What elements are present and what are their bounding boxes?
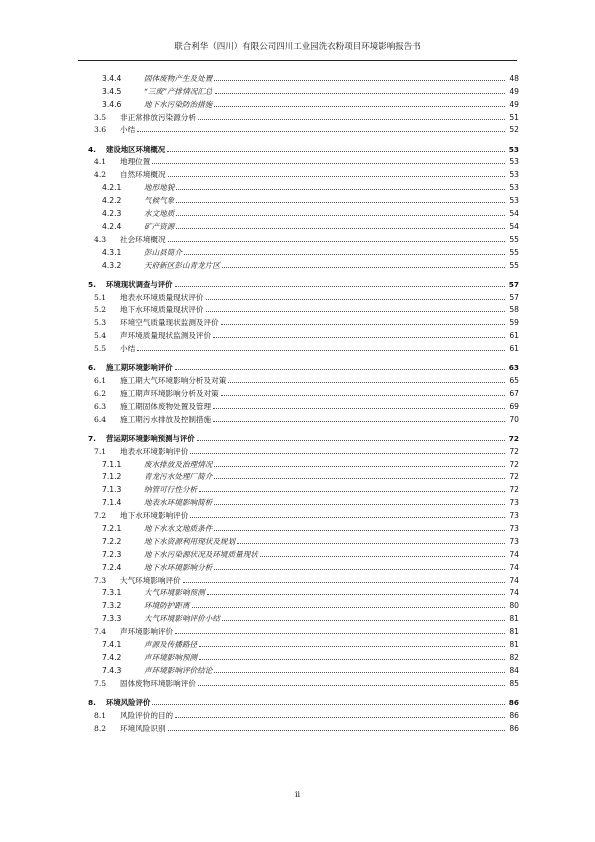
toc-entry-title: 地下水污染源状况及环境质量现状 xyxy=(144,549,258,559)
toc-entry[interactable] xyxy=(86,411,519,424)
toc-entry-title: 地下水水文地质条件 xyxy=(144,524,213,534)
toc-dot-leader xyxy=(168,176,505,177)
toc-entry-page: 74 xyxy=(509,549,519,559)
toc-entry-number: 5. xyxy=(88,279,96,289)
toc-entry-title: 天府新区彭山青龙片区 xyxy=(144,260,220,270)
toc-entry-title: 环境风险评价 xyxy=(106,697,151,707)
toc-entry-title: 废水排放及治理情况 xyxy=(144,459,213,469)
toc-entry[interactable] xyxy=(86,520,519,533)
toc-entry-number: 5.5 xyxy=(94,344,107,354)
toc-entry[interactable] xyxy=(86,327,519,340)
toc-entry-page: 80 xyxy=(509,601,519,611)
toc-entry-title: 水文地质 xyxy=(144,208,175,218)
toc-entry[interactable] xyxy=(86,179,519,192)
toc-entry-number: 7.1.1 xyxy=(102,459,122,469)
toc-entry-page: 69 xyxy=(509,401,519,411)
toc-entry[interactable] xyxy=(86,218,519,231)
toc-dot-leader xyxy=(199,646,505,647)
toc-dot-leader xyxy=(206,299,505,300)
toc-entry-number: 7.3.3 xyxy=(102,614,122,624)
toc-entry-page: 73 xyxy=(509,511,519,521)
toc-dot-leader xyxy=(214,530,505,531)
toc-entry-title: 小结 xyxy=(120,344,136,354)
toc-entry-title: 施工期污水排放及控制措施 xyxy=(120,414,212,424)
toc-entry-number: 7.2.1 xyxy=(102,524,122,534)
toc-entry-number: 3.5 xyxy=(94,112,107,122)
toc-entry-page: 73 xyxy=(509,524,519,534)
toc-entry-page: 67 xyxy=(509,388,519,398)
toc-entry-page: 61 xyxy=(509,331,519,341)
toc-entry-number: 7.2.4 xyxy=(102,562,122,572)
toc-entry[interactable] xyxy=(86,340,519,353)
toc-entry-title: 环境现状调查与评价 xyxy=(106,279,173,289)
toc-entry-page: 53 xyxy=(508,144,519,154)
toc-dot-leader xyxy=(183,582,505,583)
toc-entry-number: 7. xyxy=(88,433,96,443)
toc-entry-number: 5.1 xyxy=(94,292,107,302)
toc-entry[interactable] xyxy=(86,533,519,546)
toc-entry-title: 施工期固体废物处置及管理 xyxy=(120,401,212,411)
toc-entry-title: 固体废物产生及处置 xyxy=(144,73,213,83)
toc-entry-number: 4.3.1 xyxy=(102,247,122,257)
toc-entry[interactable] xyxy=(86,141,519,154)
toc-entry[interactable] xyxy=(86,494,519,507)
toc-entry-page: 48 xyxy=(509,73,519,83)
toc-entry[interactable] xyxy=(86,636,519,649)
toc-entry-title: 环境空气质量现状监测及评价 xyxy=(120,318,219,328)
toc-entry-page: 72 xyxy=(509,472,519,482)
toc-entry[interactable] xyxy=(86,302,519,315)
toc-entry-title: 声环境质量现状监测及评价 xyxy=(120,331,212,341)
toc-entry-title: 建设地区环境概况 xyxy=(106,144,166,154)
toc-dot-leader xyxy=(184,254,505,255)
toc-entry-page: 74 xyxy=(509,562,519,572)
toc-entry-number: 7.1 xyxy=(94,446,107,456)
toc-entry[interactable] xyxy=(86,649,519,662)
toc-entry-number: 7.4.1 xyxy=(102,640,122,650)
toc-entry-page: 72 xyxy=(509,485,519,495)
toc-entry-page: 54 xyxy=(509,221,519,231)
toc-entry[interactable] xyxy=(86,192,519,205)
toc-entry[interactable] xyxy=(86,257,519,270)
toc-dot-leader xyxy=(222,620,505,621)
toc-entry-number: 4. xyxy=(88,144,96,154)
toc-dot-leader xyxy=(214,80,505,81)
toc-entry-number: 7.3.1 xyxy=(102,588,122,598)
toc-entry-number: 7.2.2 xyxy=(102,536,122,546)
toc-dot-leader xyxy=(199,659,505,660)
toc-dot-leader xyxy=(198,685,505,686)
toc-entry-number: 3.4.6 xyxy=(102,99,122,109)
toc-entry[interactable] xyxy=(86,289,519,302)
toc-entry-title: 社会环境概况 xyxy=(120,234,166,244)
toc-dot-leader xyxy=(228,382,505,383)
toc-entry[interactable] xyxy=(86,546,519,559)
toc-dot-leader xyxy=(214,569,505,570)
toc-entry-title: 地形地貌 xyxy=(144,183,175,193)
toc-entry-title: “三废”产排情况汇总 xyxy=(144,86,213,96)
toc-entry-number: 5.2 xyxy=(94,305,107,315)
toc-entry[interactable] xyxy=(86,166,519,179)
toc-entry-title: 地表水环境影响评价 xyxy=(120,446,189,456)
toc-entry-page: 55 xyxy=(509,247,519,257)
toc-entry-number: 6.2 xyxy=(94,388,107,398)
toc-entry-number: 5.4 xyxy=(94,331,107,341)
toc-entry-number: 3.6 xyxy=(94,125,107,135)
toc-entry-title: 大气环境影响评价小结 xyxy=(144,614,220,624)
toc-entry-number: 8.2 xyxy=(94,723,107,733)
toc-entry-title: 环境风险识别 xyxy=(120,723,166,733)
toc-entry-number: 4.2.3 xyxy=(102,208,122,218)
toc-entry-title: 风险评价的目的 xyxy=(120,710,174,720)
toc-entry[interactable] xyxy=(86,597,519,610)
toc-entry-title: 小结 xyxy=(120,125,136,135)
toc-dot-leader xyxy=(214,478,505,479)
toc-dot-leader xyxy=(206,311,505,312)
toc-dot-leader xyxy=(152,163,505,164)
toc-entry[interactable] xyxy=(86,430,519,443)
toc-dot-leader xyxy=(213,337,505,338)
toc-entry-title: 大气环境影响评价 xyxy=(120,575,181,585)
toc-entry-page: 53 xyxy=(509,183,519,193)
toc-dot-leader xyxy=(222,267,505,268)
toc-entry-title: 营运期环境影响预测与评价 xyxy=(106,433,195,443)
toc-entry[interactable] xyxy=(86,610,519,623)
toc-entry[interactable] xyxy=(86,205,519,218)
toc-entry-title: 地表水环境质量现状评价 xyxy=(120,292,204,302)
toc-dot-leader xyxy=(221,324,505,325)
toc-entry-page: 81 xyxy=(509,627,519,637)
toc-dot-leader xyxy=(190,453,505,454)
toc-dot-leader xyxy=(213,421,505,422)
toc-entry-page: 86 xyxy=(509,710,519,720)
toc-entry-page: 49 xyxy=(509,99,519,109)
header-title: 联合利华（四川）有限公司四川工业园洗衣粉项目环境影响报告书 xyxy=(174,42,421,52)
toc-entry-page: 61 xyxy=(509,344,519,354)
toc-dot-leader xyxy=(168,241,505,242)
page-footer xyxy=(0,790,595,799)
toc-entry-number: 7.4.3 xyxy=(102,665,122,675)
toc-entry-page: 59 xyxy=(509,318,519,328)
toc-dot-leader xyxy=(214,504,505,505)
toc-entry-page: 73 xyxy=(509,536,519,546)
toc-entry[interactable] xyxy=(86,372,519,385)
toc-entry[interactable] xyxy=(86,720,519,733)
toc-entry[interactable] xyxy=(86,481,519,494)
toc-entry-page: 51 xyxy=(509,112,519,122)
toc-entry-title: 地下水环境质量现状评价 xyxy=(120,305,204,315)
toc-entry-title: 声环境影响评价 xyxy=(120,627,174,637)
toc-entry-number: 7.5 xyxy=(94,678,107,688)
toc-entry-number: 4.1 xyxy=(94,157,107,167)
toc-entry-page: 49 xyxy=(509,86,519,96)
toc-entry-page: 57 xyxy=(509,292,519,302)
toc-entry-title: 纳管可行性分析 xyxy=(144,485,198,495)
toc-dot-leader xyxy=(197,440,505,441)
toc-entry-title: 声环境影响评价结论 xyxy=(144,665,213,675)
toc-entry-number: 7.3.2 xyxy=(102,601,122,611)
toc-entry-number: 4.3.2 xyxy=(102,260,122,270)
toc-entry-title: 自然环境概况 xyxy=(120,170,166,180)
toc-entry[interactable] xyxy=(86,359,519,372)
toc-entry-page: 85 xyxy=(509,678,519,688)
toc-entry-page: 74 xyxy=(509,575,519,585)
toc-entry-number: 7.1.4 xyxy=(102,498,122,508)
toc-entry-title: 环境防护距离 xyxy=(144,601,190,611)
toc-entry-page: 86 xyxy=(509,723,519,733)
toc-entry[interactable] xyxy=(86,675,519,688)
toc-entry[interactable] xyxy=(86,109,519,122)
toc-entry-page: 74 xyxy=(509,588,519,598)
toc-entry-page: 72 xyxy=(508,433,519,443)
toc-entry-page: 57 xyxy=(508,279,519,289)
toc-entry-title: 固体废物环境影响评价 xyxy=(120,678,196,688)
toc-dot-leader xyxy=(221,395,505,396)
toc-entry-number: 4.2.2 xyxy=(102,196,122,206)
toc-dot-leader xyxy=(167,151,505,152)
toc-dot-leader xyxy=(214,466,505,467)
toc-entry-title: 施工期大气环境影响分析及对策 xyxy=(120,376,227,386)
toc-entry-number: 8.1 xyxy=(94,710,107,720)
toc-entry-page: 72 xyxy=(509,446,519,456)
toc-entry-number: 4.2.4 xyxy=(102,221,122,231)
toc-entry-page: 55 xyxy=(509,234,519,244)
toc-dot-leader xyxy=(137,350,505,351)
toc-dot-leader xyxy=(192,607,505,608)
toc-dot-leader xyxy=(176,228,505,229)
page-header xyxy=(78,40,517,61)
toc-dot-leader xyxy=(176,215,505,216)
toc-entry[interactable] xyxy=(86,559,519,572)
toc-dot-leader xyxy=(215,93,505,94)
toc-entry-page: 65 xyxy=(509,376,519,386)
toc-entry[interactable] xyxy=(86,314,519,327)
toc-entry-title: 地下水资源利用现状及规划 xyxy=(144,536,236,546)
toc-entry[interactable] xyxy=(86,83,519,96)
toc-dot-leader xyxy=(213,408,505,409)
toc-dot-leader xyxy=(190,517,505,518)
toc-entry-title: 大气环境影响预测 xyxy=(144,588,205,598)
toc-entry-title: 地下水环境影响分析 xyxy=(144,562,213,572)
toc-dot-leader xyxy=(214,672,505,673)
toc-entry-number: 3.4.5 xyxy=(102,86,122,96)
toc-entry[interactable] xyxy=(86,507,519,520)
toc-dot-leader xyxy=(176,202,505,203)
toc-entry[interactable] xyxy=(86,707,519,720)
toc-entry[interactable] xyxy=(86,398,519,411)
toc-dot-leader xyxy=(137,131,505,132)
toc-dot-leader xyxy=(237,543,505,544)
toc-entry-page: 70 xyxy=(509,414,519,424)
toc-dot-leader xyxy=(176,189,505,190)
toc-dot-leader xyxy=(175,633,505,634)
toc-entry-number: 8. xyxy=(88,697,96,707)
toc-entry-number: 7.1.3 xyxy=(102,485,122,495)
toc-entry[interactable] xyxy=(86,385,519,398)
toc-entry-page: 53 xyxy=(509,196,519,206)
toc-entry[interactable] xyxy=(86,443,519,456)
toc-entry-number: 6.4 xyxy=(94,414,107,424)
toc-entry-title: 非正常排放污染源分析 xyxy=(120,112,196,122)
toc-entry-number: 5.3 xyxy=(94,318,107,328)
toc-entry-number: 7.2.3 xyxy=(102,549,122,559)
toc-entry-page: 52 xyxy=(509,125,519,135)
toc-dot-leader xyxy=(214,106,505,107)
toc-entry-number: 7.3 xyxy=(94,575,107,585)
toc-entry[interactable] xyxy=(86,572,519,585)
toc-entry-page: 73 xyxy=(509,498,519,508)
toc-entry-number: 7.2 xyxy=(94,511,107,521)
toc-entry-title: 地下水环境影响评价 xyxy=(120,511,189,521)
toc-entry[interactable] xyxy=(86,694,519,707)
toc-entry-page: 58 xyxy=(509,305,519,315)
toc-entry-page: 72 xyxy=(509,459,519,469)
toc-entry-title: 地理位置 xyxy=(120,157,151,167)
table-of-contents xyxy=(86,70,519,733)
toc-dot-leader xyxy=(207,594,505,595)
toc-entry[interactable] xyxy=(86,231,519,244)
toc-entry-title: 施工期环境影响评价 xyxy=(106,363,173,373)
toc-entry-page: 81 xyxy=(509,614,519,624)
toc-entry[interactable] xyxy=(86,154,519,167)
toc-entry-number: 3.4.4 xyxy=(102,73,122,83)
toc-entry-title: 彭山县简介 xyxy=(144,247,182,257)
toc-entry-page: 86 xyxy=(508,697,519,707)
toc-entry[interactable] xyxy=(86,623,519,636)
toc-dot-leader xyxy=(260,556,505,557)
toc-entry-title: 声环境影响预测 xyxy=(144,652,198,662)
toc-entry-number: 6.3 xyxy=(94,401,107,411)
toc-dot-leader xyxy=(175,717,505,718)
toc-entry-title: 矿产资源 xyxy=(144,221,175,231)
toc-entry[interactable] xyxy=(86,469,519,482)
toc-entry[interactable] xyxy=(86,662,519,675)
page-number: ii xyxy=(294,790,301,799)
toc-entry-title: 青龙污水处理厂简介 xyxy=(144,472,213,482)
toc-entry[interactable] xyxy=(86,70,519,83)
toc-entry-title: 地下水污染防治措施 xyxy=(144,99,213,109)
toc-entry-title: 施工期声环境影响分析及对策 xyxy=(120,388,219,398)
toc-entry-number: 7.4.2 xyxy=(102,652,122,662)
toc-entry[interactable] xyxy=(86,585,519,598)
toc-entry-page: 54 xyxy=(509,208,519,218)
toc-entry[interactable] xyxy=(86,122,519,135)
toc-dot-leader xyxy=(168,730,505,731)
toc-entry-page: 82 xyxy=(509,652,519,662)
toc-entry-number: 4.3 xyxy=(94,234,107,244)
toc-dot-leader xyxy=(175,286,505,287)
toc-entry-page: 81 xyxy=(509,640,519,650)
toc-entry-page: 53 xyxy=(509,170,519,180)
toc-entry-page: 63 xyxy=(508,363,519,373)
toc-entry[interactable] xyxy=(86,276,519,289)
toc-entry-number: 4.2.1 xyxy=(102,183,122,193)
toc-dot-leader xyxy=(199,491,505,492)
toc-entry-number: 6. xyxy=(88,363,96,373)
toc-entry-number: 7.4 xyxy=(94,627,107,637)
toc-entry[interactable] xyxy=(86,96,519,109)
toc-entry-title: 地表水环境影响简析 xyxy=(144,498,213,508)
toc-dot-leader xyxy=(175,369,505,370)
toc-entry-number: 4.2 xyxy=(94,170,107,180)
toc-entry-number: 7.1.2 xyxy=(102,472,122,482)
toc-dot-leader xyxy=(198,119,505,120)
toc-entry-page: 53 xyxy=(509,157,519,167)
toc-entry[interactable] xyxy=(86,244,519,257)
toc-dot-leader xyxy=(152,704,505,705)
toc-entry-page: 55 xyxy=(509,260,519,270)
toc-entry-page: 84 xyxy=(509,665,519,675)
toc-entry[interactable] xyxy=(86,456,519,469)
toc-entry-number: 6.1 xyxy=(94,376,107,386)
toc-entry-title: 声源及传播路径 xyxy=(144,640,198,650)
toc-entry-title: 气候气象 xyxy=(144,196,175,206)
